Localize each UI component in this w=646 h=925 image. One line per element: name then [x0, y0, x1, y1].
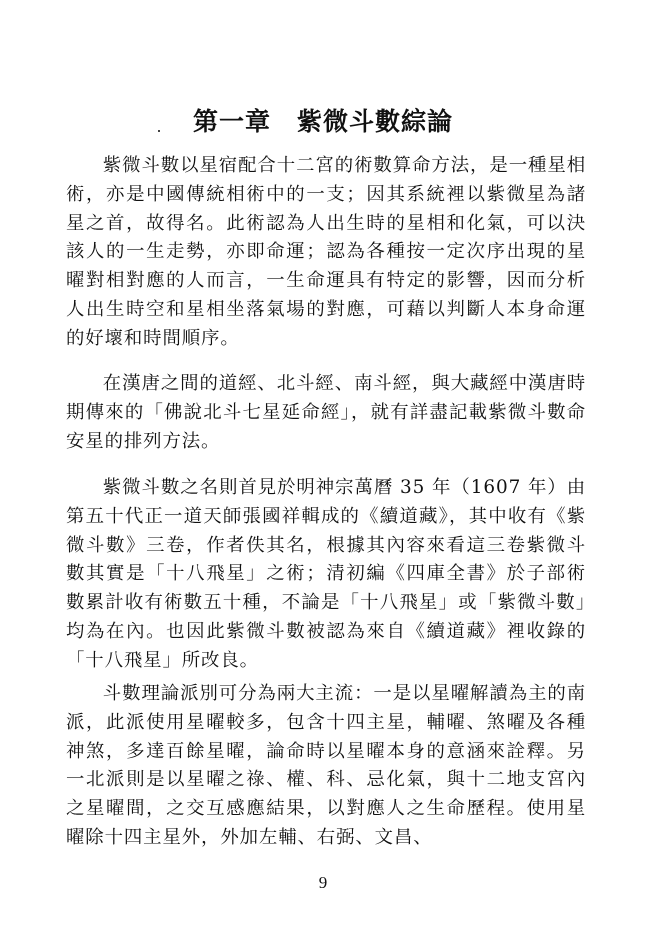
paragraph-history: 紫微斗數之名則首見於明神宗萬曆 35 年（1607 年）由第五十代正一道天師張國祥輯成的《續道藏》，其中收有《紫微斗數》三卷，作者佚其名，根據其內容來看這三卷紫微斗數其實是「十八飛星」之術；清初編《四庫全書》於子部術數累計收有術數五十種，不論是「十八飛星」或「紫微斗數」均為在內。也因此紫微斗數被認為來自《續道藏》裡收錄的「十八飛星」所改良。 — [66, 477, 586, 671]
page-number: 9 — [318, 873, 328, 892]
paragraph-schools: 斗數理論派別可分為兩大主流：一是以星曜解讀為主的南派，此派使用星曜較多，包含十四主星，輔曜、煞曜及各種神煞，多達百餘星曜，論命時以星曜本身的意涵來詮釋。另一北派則是以星曜之祿、權、科、忌化氣，與十二地支宮內之星曜間，之交互感應結果，以對應人之生命歷程。使用星曜除十四主星外，外加左輔、右弼、文昌、 — [66, 683, 586, 848]
paragraph-intro: 紫微斗數以星宿配合十二宮的術數算命方法，是一種星相術，亦是中國傳統相術中的一支；因其系統裡以紫微星為諸星之首，故得名。此術認為人出生時的星相和化氣，可以決該人的一生走勢，亦即命運；認為各種按一定次序出現的星曜對相對應的人而言，一生命運具有特定的影響，因而分析人出生時空和星相坐落氣場的對應，可藉以判斷人本身命運的好壞和時間順序。 — [66, 155, 586, 349]
chapter-title: 第一章 紫微斗數綜論 — [192, 107, 453, 136]
paragraph-origins: 在漢唐之間的道經、北斗經、南斗經，與大藏經中漢唐時期傳來的「佛說北斗七星延命經」，就有詳盡記載紫微斗數命安星的排列方法。 — [66, 373, 586, 452]
scan-speck — [158, 130, 160, 132]
